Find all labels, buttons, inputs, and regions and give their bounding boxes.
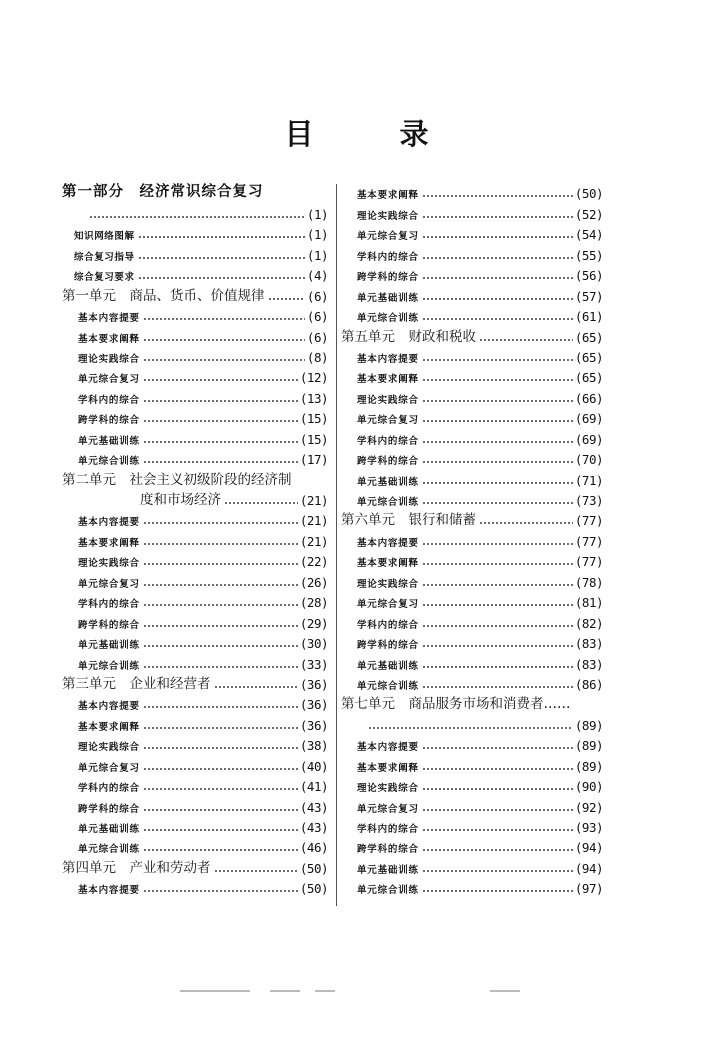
- toc-entry-label: 理论实践综合: [78, 353, 140, 365]
- leader-dots: [143, 625, 298, 627]
- toc-entry-label: 单元综合训练: [357, 680, 419, 692]
- toc-entry-label: 第六单元 银行和储蓄: [341, 512, 476, 529]
- leader-dots: [143, 747, 298, 749]
- leader-dots: [422, 686, 573, 688]
- toc-entry-page: (77): [574, 533, 603, 549]
- toc-entry-page: (22): [299, 554, 328, 570]
- toc-entry: [341, 631, 603, 651]
- toc-entry-label: 跨学科的综合: [357, 640, 419, 652]
- toc-entry: [62, 345, 328, 365]
- toc-entry-label: 单元基础训练: [357, 292, 419, 304]
- toc-entry: [62, 876, 328, 896]
- toc-entry-page: (43): [299, 820, 328, 835]
- toc-entry-label: 单元综合复习: [78, 578, 140, 590]
- toc-entry-page: (26): [299, 574, 328, 590]
- toc-entry-page: (8): [306, 349, 328, 365]
- leader-dots: [143, 727, 298, 729]
- toc-entry: [62, 815, 328, 835]
- toc-entry-label: 单元基础训练: [357, 864, 419, 876]
- toc-entry-label: 理论实践综合: [357, 783, 419, 795]
- toc-entry-label: 基本要求阐释: [357, 190, 419, 202]
- toc-entry-label: 学科内的综合: [357, 435, 419, 447]
- toc-entry-page: (4): [306, 268, 328, 284]
- toc-entry-label: 综合复习指导: [74, 251, 135, 263]
- toc-entry: [62, 304, 328, 324]
- leader-dots: [143, 890, 298, 892]
- toc-entry-page: (90): [574, 779, 603, 795]
- leader-dots: [143, 522, 298, 524]
- toc-entry-label: 单元基础训练: [78, 640, 140, 652]
- toc-entry-label: 理论实践综合: [78, 558, 140, 570]
- toc-entry-page: (94): [574, 860, 603, 876]
- leader-dots: [143, 339, 305, 341]
- toc-entry-label: 基本要求阐释: [78, 537, 140, 549]
- leader-dots: [422, 809, 573, 811]
- toc-entry: [62, 835, 328, 855]
- toc-entry: [341, 222, 603, 242]
- leader-dots: [138, 277, 305, 279]
- leader-dots: [224, 502, 298, 504]
- leader-dots: [143, 706, 298, 708]
- toc-entry: [62, 672, 328, 692]
- toc-entry-label: 基本要求阐释: [78, 721, 140, 733]
- toc-entry-label: 基本内容提要: [357, 353, 419, 365]
- toc-entry-page: (89): [574, 738, 603, 754]
- leader-dots: [422, 277, 573, 279]
- toc-entry-page: (94): [574, 840, 603, 856]
- toc-entry-page: (21): [299, 513, 328, 529]
- toc-entry: [62, 712, 328, 732]
- toc-entry-page: (43): [299, 799, 328, 815]
- toc-entry-page: (83): [574, 656, 603, 672]
- toc-entry: [341, 774, 603, 794]
- toc-entry-label: 基本要求阐释: [357, 558, 419, 570]
- toc-entry-page: (36): [299, 697, 328, 713]
- toc-entry-page: (61): [574, 309, 603, 325]
- scan-artifacts: [180, 990, 540, 994]
- toc-entry-label: 学科内的综合: [78, 783, 140, 795]
- toc-entry: [62, 467, 328, 487]
- leader-dots: [422, 788, 573, 790]
- leader-dots: [422, 829, 573, 831]
- toc-entry-label: 理论实践综合: [357, 578, 419, 590]
- leader-dots: [422, 849, 573, 851]
- toc-entry: [62, 365, 328, 385]
- toc-entry: [62, 283, 328, 303]
- toc-entry-label: 单元综合训练: [357, 313, 419, 325]
- toc-entry: [62, 855, 328, 875]
- toc-entry-label: 学科内的综合: [78, 394, 140, 406]
- toc-entry-page: (93): [574, 820, 603, 835]
- toc-entry-label: 学科内的综合: [357, 251, 419, 263]
- toc-entry-page: (81): [574, 595, 603, 611]
- toc-entry-label: 基本要求阐释: [357, 374, 419, 386]
- leader-dots: [143, 849, 298, 851]
- leader-dots: [143, 543, 298, 545]
- toc-entry-label: 基本内容提要: [78, 701, 140, 713]
- toc-entry-page: (66): [574, 390, 603, 406]
- toc-entry: [62, 569, 328, 589]
- toc-entry-page: (77): [574, 513, 603, 529]
- leader-dots: [422, 461, 573, 463]
- leader-dots: [422, 543, 573, 545]
- leader-dots: [422, 195, 573, 197]
- column-divider: [336, 184, 337, 906]
- leader-dots: [422, 666, 573, 668]
- leader-dots: [143, 666, 298, 668]
- toc-entry-label: 跨学科的综合: [78, 619, 140, 631]
- toc-entry: [341, 283, 603, 303]
- toc-entry-page: (65): [574, 329, 603, 345]
- toc-entry-label: 综合复习要求: [74, 272, 135, 284]
- leader-dots: [138, 236, 305, 238]
- toc-entry-label: 第二单元 社会主义初级阶段的经济制: [62, 471, 292, 488]
- leader-dots: [422, 768, 573, 770]
- leader-dots: [479, 339, 573, 341]
- leader-dots: [143, 563, 298, 565]
- toc-left-column: [62, 181, 328, 896]
- toc-entry-page: (56): [574, 268, 603, 284]
- toc-entry-page: (86): [574, 676, 603, 692]
- toc-entry: [341, 201, 603, 221]
- toc-entry: [341, 467, 603, 487]
- toc-entry-label: 理论实践综合: [357, 394, 419, 406]
- leader-dots: [143, 318, 305, 320]
- toc-entry-label: 单元综合复习: [78, 374, 140, 386]
- toc-entry: [341, 528, 603, 548]
- toc-entry-label: 学科内的综合: [357, 619, 419, 631]
- toc-entry: [62, 263, 328, 283]
- toc-entry: [62, 242, 328, 262]
- toc-entry-page: (6): [306, 288, 328, 304]
- toc-entry-page: (15): [299, 431, 328, 447]
- leader-dots: [368, 727, 573, 729]
- leader-dots: [143, 584, 298, 586]
- leader-dots: [143, 788, 298, 790]
- toc-entry: [341, 242, 603, 262]
- toc-entry-page: (77): [574, 554, 603, 570]
- toc-entry: [341, 794, 603, 814]
- toc-entry: [62, 426, 328, 446]
- toc-entry-page: (89): [574, 758, 603, 774]
- toc-entry-page: (13): [299, 390, 328, 406]
- toc-entry: [62, 201, 328, 221]
- toc-entry-page: (71): [574, 472, 603, 488]
- toc-entry-label: 第一单元 商品、货币、价值规律: [62, 287, 265, 304]
- toc-entry-page: (29): [299, 615, 328, 631]
- toc-entry-label: 单元综合复习: [357, 599, 419, 611]
- toc-entry-label: 单元综合训练: [357, 885, 419, 897]
- leader-dots: [422, 645, 573, 647]
- toc-entry: [341, 569, 603, 589]
- leader-dots: [422, 625, 573, 627]
- leader-dots: [143, 379, 298, 381]
- toc-entry-label: 单元综合训练: [78, 660, 140, 672]
- toc-entry-page: (36): [299, 717, 328, 733]
- toc-entry-page: (73): [574, 493, 603, 508]
- page-title: 目 录: [284, 117, 467, 151]
- leader-dots: [422, 257, 573, 259]
- toc-entry-label: 第三单元 企业和经营者: [62, 675, 211, 692]
- leader-dots: [143, 645, 298, 647]
- toc-entry: [341, 835, 603, 855]
- toc-entry-label: 跨学科的综合: [357, 844, 419, 856]
- toc-entry-page: (57): [574, 288, 603, 304]
- toc-entry-label: 单元综合训练: [78, 844, 140, 856]
- toc-entry: [62, 631, 328, 651]
- toc-entry-page: (69): [574, 411, 603, 427]
- toc-entry: [62, 488, 328, 508]
- toc-entry-label: 单元综合训练: [78, 456, 140, 468]
- toc-entry-label: 单元基础训练: [357, 660, 419, 672]
- toc-entry-label: 跨学科的综合: [357, 272, 419, 284]
- toc-entry: [341, 610, 603, 630]
- leader-dots: [422, 318, 573, 320]
- toc-entry-page: (38): [299, 738, 328, 754]
- toc-entry-label: 单元综合复习: [357, 231, 419, 243]
- toc-entry-page: (97): [574, 881, 603, 897]
- toc-entry-page: (6): [306, 329, 328, 345]
- toc-entry: [62, 651, 328, 671]
- toc-entry: [341, 488, 603, 508]
- toc-entry-page: (54): [574, 227, 603, 243]
- toc-entry-page: (21): [299, 493, 328, 508]
- leader-dots: [479, 522, 573, 524]
- leader-dots: [422, 236, 573, 238]
- toc-entry-page: (17): [299, 452, 328, 468]
- toc-entry-page: (21): [299, 533, 328, 549]
- toc-entry-page: (40): [299, 758, 328, 774]
- toc-entry: [341, 181, 603, 201]
- leader-dots: [143, 359, 305, 361]
- toc-entry-page: (15): [299, 411, 328, 427]
- toc-entry: [341, 692, 603, 712]
- toc-right-column: [341, 181, 603, 896]
- toc-entry: [341, 590, 603, 610]
- toc-entry-label: 跨学科的综合: [78, 415, 140, 427]
- toc-entry-label: 基本要求阐释: [78, 333, 140, 345]
- toc-entry-page: (30): [299, 636, 328, 652]
- toc-entry: [341, 855, 603, 875]
- toc-entry-label: 基本内容提要: [357, 742, 419, 754]
- toc-entry-page: (50): [299, 881, 328, 897]
- toc-entry: [62, 222, 328, 242]
- leader-dots: [143, 441, 298, 443]
- leader-dots: [89, 216, 305, 218]
- leader-dots: [422, 563, 573, 565]
- toc-entry-label: 跨学科的综合: [357, 456, 419, 468]
- toc-entry: [341, 324, 603, 344]
- toc-entry-page: (6): [306, 309, 328, 325]
- toc-entry-page: (36): [299, 676, 328, 692]
- leader-dots: [422, 216, 573, 218]
- toc-entry-page: (1): [306, 247, 328, 263]
- toc-entry: [62, 406, 328, 426]
- toc-entry-label: 理论实践综合: [78, 742, 140, 754]
- toc-entry: [341, 406, 603, 426]
- leader-dots: [422, 584, 573, 586]
- toc-entry-label: 基本内容提要: [78, 517, 140, 529]
- toc-entry: [341, 508, 603, 528]
- leader-dots: [422, 747, 573, 749]
- toc-entry-page: (65): [574, 370, 603, 386]
- toc-entry: [341, 385, 603, 405]
- toc-entry-label: 基本内容提要: [357, 537, 419, 549]
- toc-entry: [62, 181, 328, 201]
- toc-entry-label: 知识网络图解: [74, 231, 135, 243]
- leader-dots: [422, 298, 573, 300]
- leader-dots: [422, 890, 573, 892]
- toc-entry: [341, 426, 603, 446]
- toc-entry-label: 基本要求阐释: [357, 762, 419, 774]
- toc-entry-page: (89): [574, 717, 603, 733]
- leader-dots: [422, 441, 573, 443]
- toc-entry: [341, 263, 603, 283]
- toc-entry-label: 跨学科的综合: [78, 803, 140, 815]
- toc-entry-label: 单元基础训练: [78, 435, 140, 447]
- toc-entry-label: 基本内容提要: [78, 313, 140, 325]
- toc-entry-page: (33): [299, 656, 328, 672]
- toc-entry: [341, 651, 603, 671]
- toc-entry: [62, 774, 328, 794]
- toc-entry-label: 单元基础训练: [78, 824, 140, 835]
- leader-dots: [214, 686, 298, 688]
- toc-entry-label: 单元综合复习: [78, 762, 140, 774]
- toc-entry-label: 第一部分 经济常识综合复习: [62, 183, 264, 201]
- toc-entry: [341, 345, 603, 365]
- toc-entry: [62, 753, 328, 773]
- leader-dots: [143, 461, 298, 463]
- toc-entry: [62, 508, 328, 528]
- toc-entry-page: (55): [574, 247, 603, 263]
- toc-entry-label: 单元综合复习: [357, 415, 419, 427]
- toc-entry: [341, 304, 603, 324]
- leader-dots: [143, 420, 298, 422]
- toc-entry: [341, 365, 603, 385]
- toc-entry-page: (28): [299, 595, 328, 611]
- leader-dots: [422, 359, 573, 361]
- toc-entry: [62, 528, 328, 548]
- leader-dots: [422, 379, 573, 381]
- toc-entry-label: 学科内的综合: [78, 599, 140, 611]
- leader-dots: [422, 482, 573, 484]
- leader-dots: [143, 400, 298, 402]
- leader-dots: [422, 604, 573, 606]
- toc-entry-page: (92): [574, 799, 603, 815]
- toc-entry-page: (50): [574, 186, 603, 202]
- toc-entry: [341, 447, 603, 467]
- toc-entry-label: 理论实践综合: [357, 210, 419, 222]
- leader-dots: [138, 257, 305, 259]
- toc-entry-label: 单元基础训练: [357, 476, 419, 488]
- toc-entry-page: (70): [574, 452, 603, 468]
- toc-entry-page: (41): [299, 779, 328, 795]
- toc-entry-label: 单元综合复习: [357, 803, 419, 815]
- toc-entry: [341, 733, 603, 753]
- toc-entry: [62, 733, 328, 753]
- toc-entry-page: (83): [574, 636, 603, 652]
- leader-dots: [422, 420, 573, 422]
- toc-entry: [62, 610, 328, 630]
- leader-dots: [214, 870, 298, 872]
- toc-entry-label: 第五单元 财政和税收: [341, 328, 476, 345]
- toc-entry: [62, 385, 328, 405]
- toc-entry: [341, 815, 603, 835]
- toc-entry: [341, 753, 603, 773]
- toc-entry: [62, 324, 328, 344]
- leader-dots: [143, 829, 298, 831]
- toc-entry-label: 第七单元 商品服务市场和消费者……: [341, 696, 571, 713]
- toc-entry-label: 度和市场经济: [140, 492, 221, 508]
- leader-dots: [422, 400, 573, 402]
- toc-entry-label: 单元综合训练: [357, 497, 419, 508]
- toc-entry-label: 学科内的综合: [357, 824, 419, 835]
- toc-entry-page: (78): [574, 574, 603, 590]
- leader-dots: [143, 809, 298, 811]
- leader-dots: [143, 604, 298, 606]
- toc-entry: [62, 590, 328, 610]
- toc-entry-page: (52): [574, 206, 603, 222]
- toc-entry: [341, 672, 603, 692]
- leader-dots: [143, 768, 298, 770]
- leader-dots: [422, 502, 573, 504]
- leader-dots: [422, 870, 573, 872]
- toc-entry-page: (65): [574, 349, 603, 365]
- toc-entry: [62, 447, 328, 467]
- toc-entry-page: (12): [299, 370, 328, 386]
- toc-entry-page: (46): [299, 840, 328, 856]
- toc-entry-page: (50): [299, 860, 328, 876]
- toc-entry: [341, 712, 603, 732]
- toc-entry: [62, 692, 328, 712]
- toc-entry: [341, 876, 603, 896]
- toc-entry-page: (82): [574, 615, 603, 631]
- toc-entry-page: (1): [306, 227, 328, 243]
- toc-entry: [62, 549, 328, 569]
- toc-entry-label: 基本内容提要: [78, 885, 140, 897]
- toc-entry-page: (1): [306, 206, 328, 222]
- toc-entry: [62, 794, 328, 814]
- toc-entry-page: (69): [574, 431, 603, 447]
- toc-entry: [341, 549, 603, 569]
- leader-dots: [268, 298, 305, 300]
- toc-entry-label: 第四单元 产业和劳动者: [62, 859, 211, 876]
